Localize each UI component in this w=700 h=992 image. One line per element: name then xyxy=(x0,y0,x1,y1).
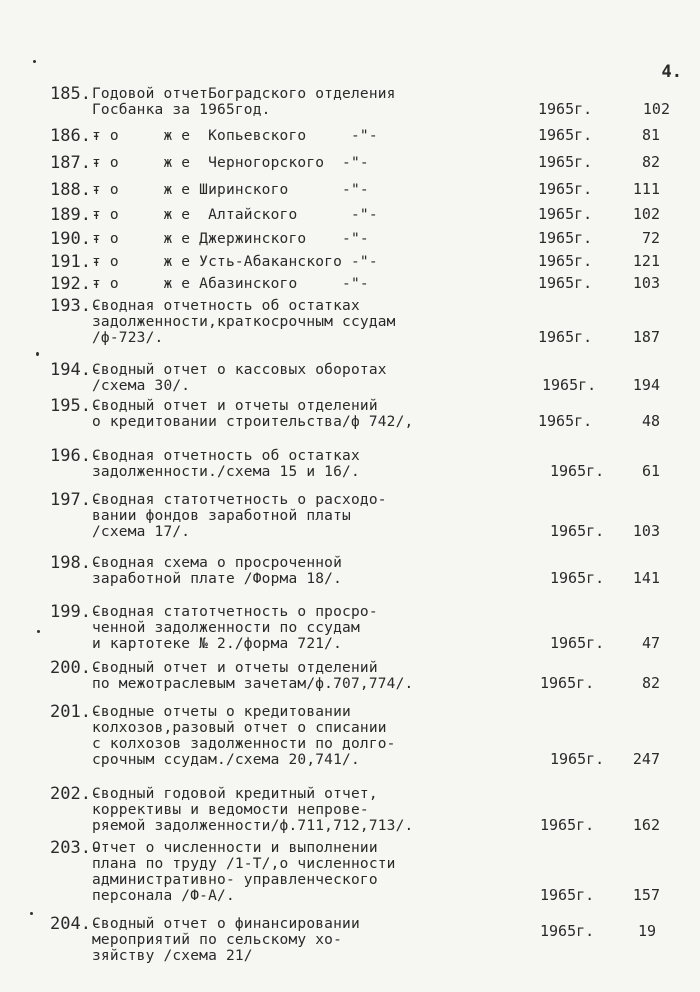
entry-year: 1965г. xyxy=(542,376,597,394)
entry-title xyxy=(92,86,396,118)
entry-year: 1965г. xyxy=(538,328,593,346)
entry-title-line: коррективы и ведомости непрове- xyxy=(92,802,369,818)
scan-speck xyxy=(33,60,36,63)
page-number: 4. xyxy=(661,62,682,82)
entry-number: 195.- xyxy=(50,396,102,416)
entry-number: 197.- xyxy=(50,490,102,510)
entry-sheet-count: 162 xyxy=(632,816,660,834)
entry-title-line: Сводный отчет о финансировании xyxy=(92,916,360,932)
entry-title-line: мероприятий по сельскому хо- xyxy=(92,932,343,948)
entry-sheet-count: 111 xyxy=(632,180,660,198)
entry-number: 190.- xyxy=(50,229,102,249)
entry-number: 198.- xyxy=(50,553,102,573)
entry-year: 1965г. xyxy=(550,750,605,768)
entry-sheet-count: 121 xyxy=(632,252,660,270)
entry-year: 1965г. xyxy=(538,180,593,198)
entry-title-line: административно- управленческого xyxy=(92,872,378,888)
entry-title-line: колхозов,разовый отчет о списании xyxy=(92,720,387,736)
entry-title xyxy=(92,448,360,480)
entry-title-line: т о ж е Усть-Абаканского -"- xyxy=(92,254,378,270)
entry-title-line: т о ж е Копьевского -"- xyxy=(92,128,378,144)
entry-title-line: Сводный отчет о кассовых оборотах xyxy=(92,362,387,378)
entry-title-line: задолженности./схема 15 и 16/. xyxy=(92,464,360,480)
entry-title-line: Сводный отчет и отчеты отделений xyxy=(92,660,378,676)
entry-title-line: /схема 17/. xyxy=(92,524,191,540)
entry-number: 202.- xyxy=(50,784,102,804)
entry-title xyxy=(92,231,369,247)
entry-title xyxy=(92,254,378,270)
entry-title-line: /ф-723/. xyxy=(92,330,164,346)
entry-sheet-count: 48 xyxy=(641,412,660,430)
entry-title xyxy=(92,786,413,834)
entry-title-line: и картотеке № 2./форма 721/. xyxy=(92,636,343,652)
entry-title xyxy=(92,362,387,394)
entry-title xyxy=(92,660,413,692)
entry-year: 1965г. xyxy=(538,100,593,118)
entry-number: 186.- xyxy=(50,126,102,146)
entry-title-line: Сводный отчет и отчеты отделений xyxy=(92,398,378,414)
entry-title-line: Сводная отчетность об остатках xyxy=(92,448,360,464)
entry-year: 1965г. xyxy=(540,886,595,904)
entry-year: 1965г. xyxy=(538,252,593,270)
entry-title-line: Сводная схема о просроченной xyxy=(92,555,343,571)
entry-title-line: т о ж е Черногорского -"- xyxy=(92,155,369,171)
entry-year: 1965г. xyxy=(550,569,605,587)
entry-title-line: т о ж е Абазинского -"- xyxy=(92,276,369,292)
scan-speck xyxy=(36,352,39,356)
entry-title-line: по межотраслевым зачетам/ф.707,774/. xyxy=(92,676,414,692)
entry-year: 1965г. xyxy=(538,205,593,223)
entry-number: 204.- xyxy=(50,914,102,934)
entry-title-line: вании фондов заработной платы xyxy=(92,508,351,524)
entry-title-line: ченной задолженности по ссудам xyxy=(92,620,360,636)
entry-title xyxy=(92,840,396,904)
entry-title-line: с колхозов задолженности по долго- xyxy=(92,736,396,752)
entry-title-line: т о ж е Ширинского -"- xyxy=(92,182,369,198)
entry-number: 200.- xyxy=(50,658,102,678)
entry-title xyxy=(92,398,413,430)
entry-title xyxy=(92,207,378,223)
entry-sheet-count: 103 xyxy=(632,522,660,540)
entry-title-line: плана по труду /1-Т/,о численности xyxy=(92,856,396,872)
entry-title xyxy=(92,492,387,540)
entry-year: 1965г. xyxy=(538,412,593,430)
entry-title-line: /схема 30/. xyxy=(92,378,191,394)
entry-year: 1965г. xyxy=(550,462,605,480)
entry-year: 1965г. xyxy=(540,922,595,940)
entry-title-line: Годовой отчетБоградского отделения xyxy=(92,86,396,102)
entry-sheet-count: 141 xyxy=(632,569,660,587)
entry-number: 192.- xyxy=(50,274,102,294)
entry-title-line: т о ж е Джержинского -"- xyxy=(92,231,369,247)
entry-year: 1965г. xyxy=(550,634,605,652)
entry-number: 187.- xyxy=(50,153,102,173)
entry-sheet-count: 194 xyxy=(632,376,660,394)
entry-title-line: заработной плате /Форма 18/. xyxy=(92,571,343,587)
entry-sheet-count: 102 xyxy=(642,100,670,118)
entry-sheet-count: 47 xyxy=(641,634,660,652)
entry-title-line: Отчет о численности и выполнении xyxy=(92,840,378,856)
entry-sheet-count: 157 xyxy=(632,886,660,904)
entry-year: 1965г. xyxy=(538,229,593,247)
entry-title-line: Сводная статотчетность о просро- xyxy=(92,604,378,620)
entry-title-line: Сводный годовой кредитный отчет, xyxy=(92,786,378,802)
entry-title xyxy=(92,128,378,144)
entry-title-line: персонала /Ф-А/. xyxy=(92,888,235,904)
entry-title xyxy=(92,604,378,652)
entry-title-line: зяйству /схема 21/ xyxy=(92,948,253,964)
entry-title xyxy=(92,704,396,768)
entry-title-line: Сводная отчетность об остатках xyxy=(92,298,360,314)
entry-title-line: о кредитовании строительства/ф 742/, xyxy=(92,414,414,430)
entry-sheet-count: 247 xyxy=(632,750,660,768)
entry-number: 193.- xyxy=(50,296,102,316)
entry-title xyxy=(92,916,360,964)
entry-year: 1965г. xyxy=(538,126,593,144)
entry-title-line: Сводная статотчетность о расходо- xyxy=(92,492,387,508)
entry-number: 199.- xyxy=(50,602,102,622)
entry-year: 1965г. xyxy=(550,522,605,540)
entry-title-line: Сводные отчеты о кредитовании xyxy=(92,704,351,720)
entry-title xyxy=(92,155,369,171)
entry-sheet-count: 81 xyxy=(641,126,660,144)
entry-sheet-count: 103 xyxy=(632,274,660,292)
entry-sheet-count: 82 xyxy=(641,674,660,692)
entry-year: 1965г. xyxy=(538,274,593,292)
entry-year: 1965г. xyxy=(538,153,593,171)
entry-number: 185. xyxy=(50,84,91,104)
entry-sheet-count: 19 xyxy=(637,922,656,940)
entry-sheet-count: 72 xyxy=(641,229,660,247)
entry-title xyxy=(92,182,369,198)
entry-sheet-count: 102 xyxy=(632,205,660,223)
entry-number: 201.- xyxy=(50,702,102,722)
scan-speck xyxy=(30,912,33,915)
entry-sheet-count: 187 xyxy=(632,328,660,346)
entry-title-line: задолженности,краткосрочным ссудам xyxy=(92,314,396,330)
entry-title-line: Госбанка за 1965год. xyxy=(92,102,271,118)
entry-number: 196.- xyxy=(50,446,102,466)
scan-speck xyxy=(37,630,40,633)
entry-sheet-count: 61 xyxy=(641,462,660,480)
entry-sheet-count: 82 xyxy=(641,153,660,171)
entry-number: 189.- xyxy=(50,205,102,225)
entry-title-line: т о ж е Алтайского -"- xyxy=(92,207,378,223)
entry-number: 191.- xyxy=(50,252,102,272)
entry-number: 203.- xyxy=(50,838,102,858)
entry-number: 188.- xyxy=(50,180,102,200)
entry-title-line: ряемой задолженности/ф.711,712,713/. xyxy=(92,818,414,834)
entry-title xyxy=(92,298,396,346)
entry-year: 1965г. xyxy=(540,816,595,834)
entry-title-line: срочным ссудам./схема 20,741/. xyxy=(92,752,360,768)
entry-year: 1965г. xyxy=(540,674,595,692)
entry-number: 194.- xyxy=(50,360,102,380)
entry-title xyxy=(92,555,342,587)
entry-title xyxy=(92,276,369,292)
